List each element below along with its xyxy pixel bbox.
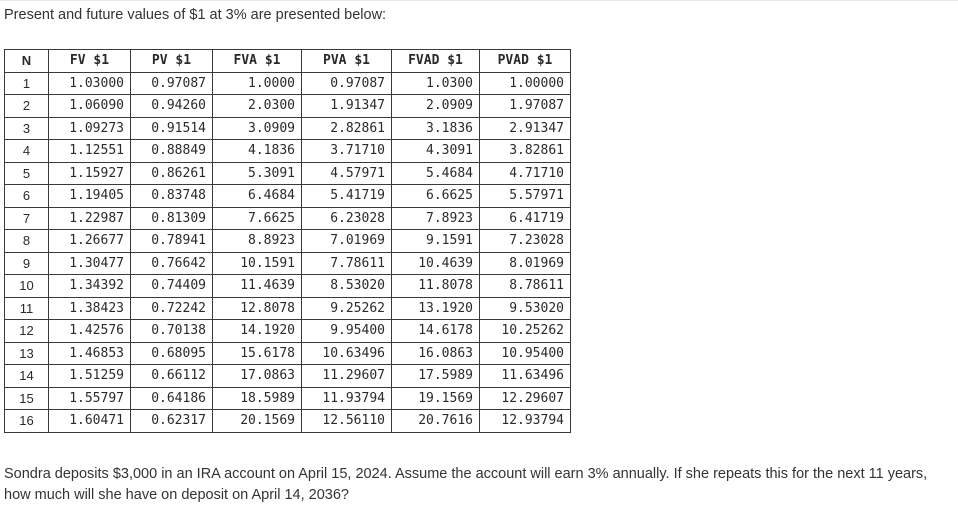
question-text: Sondra deposits $3,000 in an IRA account on April 15, 2024. Assume the account will earn 3% annually. If she repeats this for the next 11 years, how much will she have on deposit on April 14, 2036?	[4, 466, 928, 503]
cell-fvad: 3.1836	[392, 117, 480, 140]
table-row	[5, 72, 571, 95]
cell-pvad: 10.25262	[480, 320, 571, 343]
cell-fvad: 1.0300	[392, 72, 480, 95]
cell-pva: 6.23028	[302, 207, 392, 230]
cell-pv: 0.70138	[131, 320, 213, 343]
table-body	[5, 72, 571, 432]
cell-fvad: 19.1569	[392, 387, 480, 410]
header-pva: PVA $1	[302, 50, 392, 73]
cell-pv: 0.86261	[131, 162, 213, 185]
cell-fva: 7.6625	[213, 207, 302, 230]
cell-fvad: 2.0909	[392, 95, 480, 118]
cell-pva: 1.91347	[302, 95, 392, 118]
cell-pva: 7.01969	[302, 230, 392, 253]
cell-pv: 0.76642	[131, 252, 213, 275]
cell-pv: 0.62317	[131, 410, 213, 433]
cell-fva: 12.8078	[213, 297, 302, 320]
cell-pv: 0.74409	[131, 275, 213, 298]
cell-fva: 10.1591	[213, 252, 302, 275]
cell-fvad: 4.3091	[392, 140, 480, 163]
table-row	[5, 365, 571, 388]
cell-fva: 2.0300	[213, 95, 302, 118]
cell-fvad: 7.8923	[392, 207, 480, 230]
cell-fvad: 6.6625	[392, 185, 480, 208]
table-row	[5, 117, 571, 140]
cell-pvad: 7.23028	[480, 230, 571, 253]
table-row	[5, 252, 571, 275]
cell-pva: 11.93794	[302, 387, 392, 410]
cell-pva: 5.41719	[302, 185, 392, 208]
cell-pva: 2.82861	[302, 117, 392, 140]
cell-pva: 4.57971	[302, 162, 392, 185]
cell-fv: 1.26677	[49, 230, 131, 253]
cell-n: 8	[5, 230, 49, 253]
cell-n: 12	[5, 320, 49, 343]
cell-n: 13	[5, 342, 49, 365]
cell-n: 4	[5, 140, 49, 163]
cell-pvad: 6.41719	[480, 207, 571, 230]
cell-fva: 1.0000	[213, 72, 302, 95]
cell-fvad: 13.1920	[392, 297, 480, 320]
table-row	[5, 162, 571, 185]
top-divider	[0, 0, 958, 1]
cell-n: 14	[5, 365, 49, 388]
cell-n: 2	[5, 95, 49, 118]
cell-fv: 1.51259	[49, 365, 131, 388]
cell-fva: 11.4639	[213, 275, 302, 298]
cell-n: 3	[5, 117, 49, 140]
table-row	[5, 387, 571, 410]
cell-fva: 8.8923	[213, 230, 302, 253]
cell-fv: 1.22987	[49, 207, 131, 230]
intro-text: Present and future values of $1 at 3% are presented below:	[4, 7, 387, 23]
cell-pv: 0.72242	[131, 297, 213, 320]
cell-pvad: 9.53020	[480, 297, 571, 320]
header-fv: FV $1	[49, 50, 131, 73]
table-header-row	[5, 50, 571, 73]
cell-pvad: 2.91347	[480, 117, 571, 140]
cell-fva: 14.1920	[213, 320, 302, 343]
cell-fv: 1.03000	[49, 72, 131, 95]
cell-pvad: 11.63496	[480, 365, 571, 388]
table-row	[5, 230, 571, 253]
cell-n: 6	[5, 185, 49, 208]
cell-fv: 1.42576	[49, 320, 131, 343]
header-n: N	[5, 50, 49, 73]
cell-pv: 0.64186	[131, 387, 213, 410]
table-row	[5, 320, 571, 343]
cell-n: 16	[5, 410, 49, 433]
cell-fvad: 10.4639	[392, 252, 480, 275]
table-row	[5, 207, 571, 230]
cell-pvad: 4.71710	[480, 162, 571, 185]
cell-fv: 1.19405	[49, 185, 131, 208]
cell-fva: 15.6178	[213, 342, 302, 365]
table-row	[5, 410, 571, 433]
cell-pva: 8.53020	[302, 275, 392, 298]
cell-fvad: 11.8078	[392, 275, 480, 298]
cell-fv: 1.30477	[49, 252, 131, 275]
table-row	[5, 275, 571, 298]
cell-fv: 1.60471	[49, 410, 131, 433]
cell-pvad: 1.00000	[480, 72, 571, 95]
table-row	[5, 342, 571, 365]
cell-pv: 0.68095	[131, 342, 213, 365]
cell-fvad: 20.7616	[392, 410, 480, 433]
cell-fva: 6.4684	[213, 185, 302, 208]
cell-pv: 0.97087	[131, 72, 213, 95]
cell-fv: 1.34392	[49, 275, 131, 298]
header-fva: FVA $1	[213, 50, 302, 73]
cell-fv: 1.06090	[49, 95, 131, 118]
cell-pv: 0.88849	[131, 140, 213, 163]
present-future-values-table	[4, 49, 571, 433]
cell-n: 15	[5, 387, 49, 410]
cell-pvad: 5.57971	[480, 185, 571, 208]
cell-n: 7	[5, 207, 49, 230]
cell-pva: 7.78611	[302, 252, 392, 275]
cell-fv: 1.09273	[49, 117, 131, 140]
cell-pva: 0.97087	[302, 72, 392, 95]
cell-fva: 18.5989	[213, 387, 302, 410]
cell-fv: 1.12551	[49, 140, 131, 163]
cell-pvad: 3.82861	[480, 140, 571, 163]
cell-fv: 1.38423	[49, 297, 131, 320]
cell-fva: 5.3091	[213, 162, 302, 185]
cell-pva: 9.95400	[302, 320, 392, 343]
cell-pvad: 12.93794	[480, 410, 571, 433]
cell-n: 5	[5, 162, 49, 185]
cell-pv: 0.91514	[131, 117, 213, 140]
cell-fva: 4.1836	[213, 140, 302, 163]
cell-fva: 20.1569	[213, 410, 302, 433]
cell-fvad: 9.1591	[392, 230, 480, 253]
cell-fv: 1.15927	[49, 162, 131, 185]
header-pv: PV $1	[131, 50, 213, 73]
cell-pv: 0.94260	[131, 95, 213, 118]
cell-fvad: 5.4684	[392, 162, 480, 185]
table-row	[5, 95, 571, 118]
cell-n: 9	[5, 252, 49, 275]
cell-fva: 17.0863	[213, 365, 302, 388]
cell-pv: 0.83748	[131, 185, 213, 208]
header-fvad: FVAD $1	[392, 50, 480, 73]
cell-pv: 0.66112	[131, 365, 213, 388]
table-row	[5, 140, 571, 163]
cell-pv: 0.78941	[131, 230, 213, 253]
cell-pva: 12.56110	[302, 410, 392, 433]
cell-pva: 3.71710	[302, 140, 392, 163]
cell-n: 10	[5, 275, 49, 298]
cell-n: 11	[5, 297, 49, 320]
cell-fvad: 14.6178	[392, 320, 480, 343]
cell-pvad: 10.95400	[480, 342, 571, 365]
table-row	[5, 185, 571, 208]
cell-pvad: 12.29607	[480, 387, 571, 410]
cell-pva: 11.29607	[302, 365, 392, 388]
cell-n: 1	[5, 72, 49, 95]
cell-pva: 9.25262	[302, 297, 392, 320]
cell-pva: 10.63496	[302, 342, 392, 365]
cell-pvad: 8.01969	[480, 252, 571, 275]
cell-fvad: 16.0863	[392, 342, 480, 365]
cell-fv: 1.55797	[49, 387, 131, 410]
cell-pvad: 8.78611	[480, 275, 571, 298]
header-pvad: PVAD $1	[480, 50, 571, 73]
cell-fv: 1.46853	[49, 342, 131, 365]
cell-pvad: 1.97087	[480, 95, 571, 118]
cell-fva: 3.0909	[213, 117, 302, 140]
cell-fvad: 17.5989	[392, 365, 480, 388]
table-row	[5, 297, 571, 320]
cell-pv: 0.81309	[131, 207, 213, 230]
